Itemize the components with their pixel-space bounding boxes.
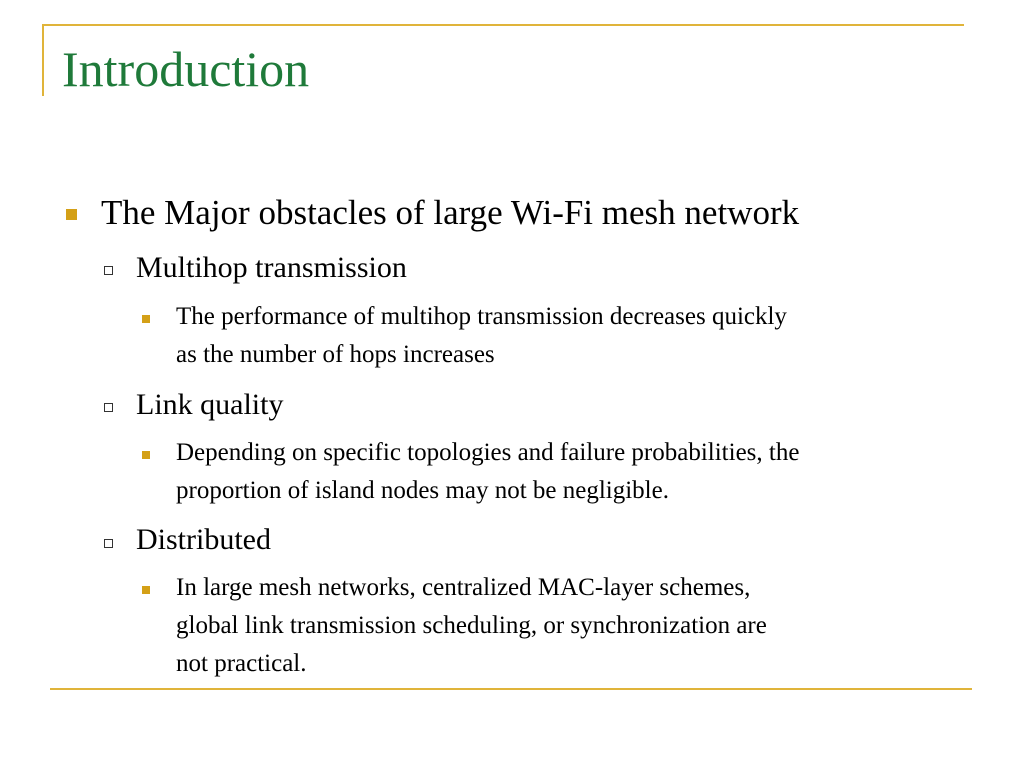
item1-detail-line1: The performance of multihop transmission decreases quickly <box>176 303 787 330</box>
slide-title: Introduction <box>62 41 310 97</box>
item3-detail-line3: not practical. <box>176 650 307 677</box>
item1-detail-line2: as the number of hops increases <box>176 341 495 368</box>
level3-bullet-icon <box>142 586 150 594</box>
item2-heading: Link quality <box>136 388 284 421</box>
level3-bullet-icon <box>142 315 150 323</box>
item3-detail-line1: In large mesh networks, centralized MAC-layer schemes, <box>176 574 751 601</box>
level2-bullet-icon <box>104 266 113 275</box>
level1-text: The Major obstacles of large Wi-Fi mesh network <box>101 193 800 232</box>
level3-bullet-icon <box>142 451 150 459</box>
item2-detail-line2: proportion of island nodes may not be negligible. <box>176 477 669 504</box>
level2-bullet-icon <box>104 539 113 548</box>
item2-detail-line1: Depending on specific topologies and failure probabilities, the <box>176 439 800 466</box>
bottom-rule <box>50 688 972 690</box>
level2-bullet-icon <box>104 403 113 412</box>
item1-heading: Multihop transmission <box>136 251 407 284</box>
item3-detail-line2: global link transmission scheduling, or synchronization are <box>176 612 767 639</box>
level1-bullet-icon <box>66 209 77 220</box>
item3-heading: Distributed <box>136 523 271 556</box>
